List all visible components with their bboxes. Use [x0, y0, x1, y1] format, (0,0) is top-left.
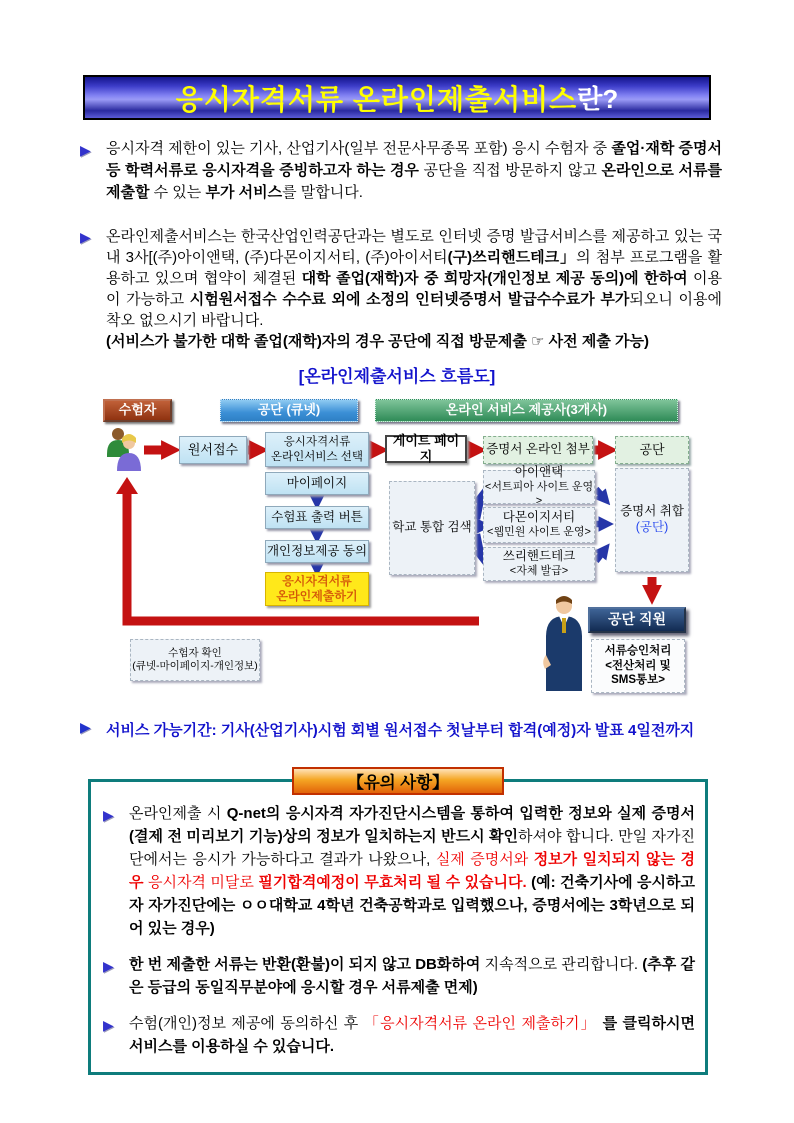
provider-box-damon: 다몬이지서티 <웹민원 사이트 운영>: [483, 507, 595, 543]
notice-item-3-text: 수험(개인)정보 제공에 동의하신 후 「응시자격서류 온라인 제출하기」 를 클릭하시면 서비스를 이용하실 수 있습니다.: [129, 1015, 695, 1055]
provider-box-3hand: 쓰리핸드테크 <자체 발급>: [483, 547, 595, 581]
process-box: 서류승인처리 <전산처리 및 SMS통보>: [591, 639, 685, 693]
staff-label: 공단 직원: [588, 607, 686, 633]
ticket-print-box: 수험표 출력 버튼: [265, 506, 369, 529]
intro-paragraph-1: [80, 138, 722, 204]
mypage-box: 마이페이지: [265, 472, 369, 495]
provider-box-ienc: 아이앤택 <서트피아 사이트 운영>: [484, 465, 594, 507]
bullet-triangle-icon: ▶: [103, 958, 114, 974]
apply-box: 원서접수: [179, 436, 247, 464]
attach-box: 증명서 온라인 첨부: [483, 436, 593, 464]
intro-paragraph-2-text: 온라인제출서비스는 한국산업인력공단과는 별도로 인터넷 증명 발급서비스를 제공하고 있는 국내 3사[(주)아이앤택, (주)다몬이지서티, (주)아이서티(구)쓰리핸드테크」의 첨부 프로그램을 활용하고 있으며 협약이 체결된 대학 졸업(재학)자 중 희망자(개인정보 제공 동의)에 한하여 이용이 가능하고 시험원서접수 수수료 외에 소정의 인터넷증명서 발급수수료가 부가되오니 이용에 착오 없으시기 바랍니다.: [106, 228, 722, 329]
bullet-triangle-icon: ▶: [103, 807, 114, 823]
qnet-header: 공단 (큐넷): [220, 399, 358, 422]
bullet-triangle-icon: ▶: [80, 719, 91, 735]
collect-box: 증명서 취합 (공단): [615, 468, 689, 572]
notice-item-1: [103, 802, 695, 940]
page-title: 응시자격서류 온라인제출서비스: [175, 83, 578, 115]
examinees-icon: [105, 426, 141, 472]
school-search-box: 학교 통합 검색: [389, 481, 475, 575]
notice-item-2: [103, 953, 695, 999]
notice-header: 【유의 사항】: [292, 767, 504, 795]
page-title-suffix: 란?: [577, 84, 619, 114]
privacy-consent-box: 개인정보제공 동의: [265, 540, 369, 563]
online-submit-box: 응시자격서류 온라인제출하기: [265, 572, 369, 606]
service-select-box: 응시자격서류 온라인서비스 선택: [265, 432, 369, 467]
notice-box: [88, 774, 708, 1075]
service-period-text: 서비스 가능기간: 기사(산업기사)시험 회별 원서접수 첫날부터 합격(예정)자 발표 4일전까지: [106, 722, 695, 739]
staff-person-icon: [541, 595, 587, 691]
title-banner: [83, 75, 711, 120]
notice-item-2-text: 한 번 제출한 서류는 반환(환불)이 되지 않고 DB화하여 지속적으로 관리합니다. (추후 같은 등급의 동일직무분야에 응시할 경우 서류제출 면제): [129, 956, 696, 996]
providers-header: 온라인 서비스 제공사(3개사): [375, 399, 678, 422]
corp-box: 공단: [615, 436, 689, 464]
notice-item-1-text: 온라인제출 시 Q-net의 응시자격 자가진단시스템을 통하여 입력한 정보와 실제 증명서(결제 전 미리보기 기능)상의 정보가 일치하는지 반드시 확인하셔야 합니다. 만일 자가진단에서는 응시가 가능하다고 결과가 나왔으나, 실제 증명서와 정보가 일치되지 않는 경우 응시자격 미달로 필기합격예정이 무효처리 될 수 있습니다. (예: 건축기사에 응시하고자 자가진단에는 ㅇㅇ대학교 4학년 건축공학과로 입력했으나, 증명서에는 3학년으로 되어 있는 경우): [129, 805, 696, 937]
verify-box: 수험자 확인 (큐넷-마이페이지-개인정보): [130, 639, 260, 681]
intro-paragraph-2-note: (서비스가 불가한 대학 졸업(재학)자의 경우 공단에 직접 방문제출 ☞ 사전 제출 가능): [106, 333, 649, 350]
notice-item-3: [103, 1012, 695, 1058]
bullet-triangle-icon: ▶: [80, 229, 91, 245]
bullet-triangle-icon: ▶: [103, 1017, 114, 1033]
gate-page-box: 게이트 페이지: [385, 435, 467, 463]
examinee-header: 수험자: [103, 399, 172, 422]
intro-paragraph-1-text: 응시자격 제한이 있는 기사, 산업기사(일부 전문사무종목 포함) 응시 수험자 중 졸업·재학 증명서 등 학력서류로 응시자격을 증빙하고자 하는 경우 공단을 직접 방문하지 않고 온라인으로 서류를 제출할 수 있는 부가 서비스를 말합니다.: [106, 140, 723, 201]
flow-diagram: [83, 395, 723, 700]
intro-paragraph-2: [80, 226, 722, 352]
service-period-line: [80, 719, 786, 740]
diagram-title: [온라인제출서비스 흐름도]: [298, 367, 496, 386]
bullet-triangle-icon: ▶: [80, 142, 91, 158]
